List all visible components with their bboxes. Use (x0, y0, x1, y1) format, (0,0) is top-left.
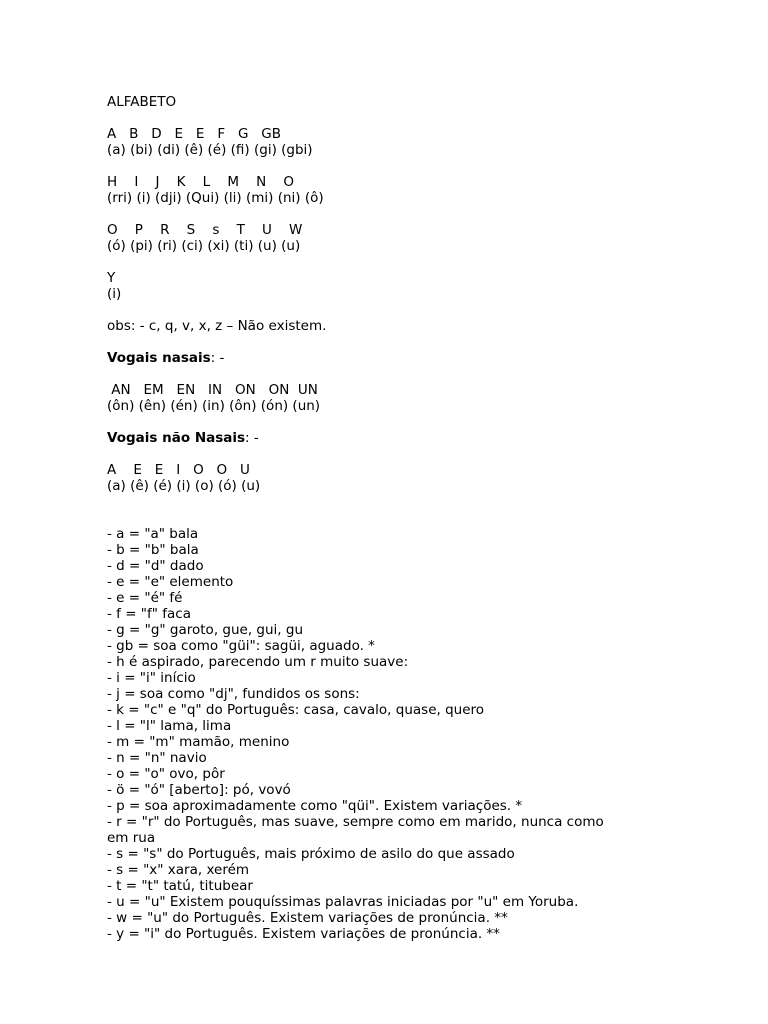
non-nasal-heading: Vogais não Nasais (107, 430, 246, 446)
rule-line: - i = "i" início (107, 670, 196, 686)
rule-line: - w = "u" do Português. Existem variações de pronúncia. ** (107, 910, 508, 926)
rule-line: - t = "t" tatú, titubear (107, 878, 253, 894)
rule-line: - b = "b" bala (107, 542, 199, 558)
rule-line: - r = "r" do Português, mas suave, sempre como em marido, nunca como em rua (107, 814, 604, 846)
rule-line: - d = "d" dado (107, 558, 204, 574)
alphabet-sounds: (ó) (pi) (ri) (ci) (xi) (ti) (u) (u) (107, 238, 301, 254)
alphabet-group (107, 126, 747, 158)
rule-line: - u = "u" Existem pouquíssimas palavras iniciadas por "u" em Yoruba. (107, 894, 579, 910)
rule-line: - ö = "ó" [aberto]: pó, vovó (107, 782, 291, 798)
non-nasal-heading-line (107, 430, 747, 446)
rule-line: - e = "e" elemento (107, 574, 234, 590)
rule-line: - m = "m" mamão, menino (107, 734, 290, 750)
rule-line: - s = "x" xara, xerém (107, 862, 250, 878)
rule-line: - y = "i" do Português. Existem variações de pronúncia. ** (107, 926, 500, 942)
alphabet-group (107, 174, 747, 206)
non-nasal-heading-suffix: : - (245, 430, 259, 446)
rule-line: - s = "s" do Português, mais próximo de asilo do que assado (107, 846, 515, 862)
rule-line: - j = soa como "dj", fundidos os sons: (107, 686, 360, 702)
alphabet-sounds: (i) (107, 286, 122, 302)
rule-line: - gb = soa como "güi": sagüi, aguado. * (107, 638, 375, 654)
alphabet-letters: A B D E E F G GB (107, 126, 282, 142)
alphabet-sounds: (rri) (i) (dji) (Qui) (li) (mi) (ni) (ô) (107, 190, 324, 206)
pronunciation-rules (107, 526, 747, 942)
non-nasal-letters: A E E I O O U (107, 462, 250, 478)
obs-note: obs: - c, q, v, x, z – Não existem. (107, 318, 327, 334)
alphabet-letters: H I J K L M N O (107, 174, 295, 190)
nasal-heading-suffix: : - (210, 350, 225, 366)
alphabet-sounds: (a) (bi) (di) (ê) (é) (fi) (gi) (gbi) (107, 142, 313, 158)
nasal-letters: AN EM EN IN ON ON UN (107, 382, 318, 398)
rule-line: - k = "c" e "q" do Português: casa, cavalo, quase, quero (107, 702, 485, 718)
rule-line: - o = "o" ovo, pôr (107, 766, 225, 782)
alphabet-group (107, 222, 747, 254)
rule-line: - a = "a" bala (107, 526, 199, 542)
alphabet-group (107, 270, 747, 302)
rule-line: - l = "l" lama, lima (107, 718, 232, 734)
document-page (107, 94, 747, 942)
rule-line: - g = "g" garoto, gue, gui, gu (107, 622, 303, 638)
rule-line: - f = "f" faca (107, 606, 191, 622)
non-nasal-sounds: (a) (ê) (é) (i) (o) (ó) (u) (107, 478, 261, 494)
alphabet-letters: O P R S s T U W (107, 222, 303, 238)
rule-line: - n = "n" navio (107, 750, 207, 766)
rule-line: - e = "é" fé (107, 590, 183, 606)
rule-line: - p = soa aproximadamente como "qüi". Existem variações. * (107, 798, 523, 814)
rule-line: - h é aspirado, parecendo um r muito suave: (107, 654, 409, 670)
nasal-sounds: (ôn) (ên) (én) (in) (ôn) (ón) (un) (107, 398, 321, 414)
nasal-heading-line (107, 350, 747, 366)
document-title: ALFABETO (107, 94, 177, 110)
alphabet-letters: Y (107, 270, 116, 286)
nasal-heading: Vogais nasais (107, 350, 211, 366)
